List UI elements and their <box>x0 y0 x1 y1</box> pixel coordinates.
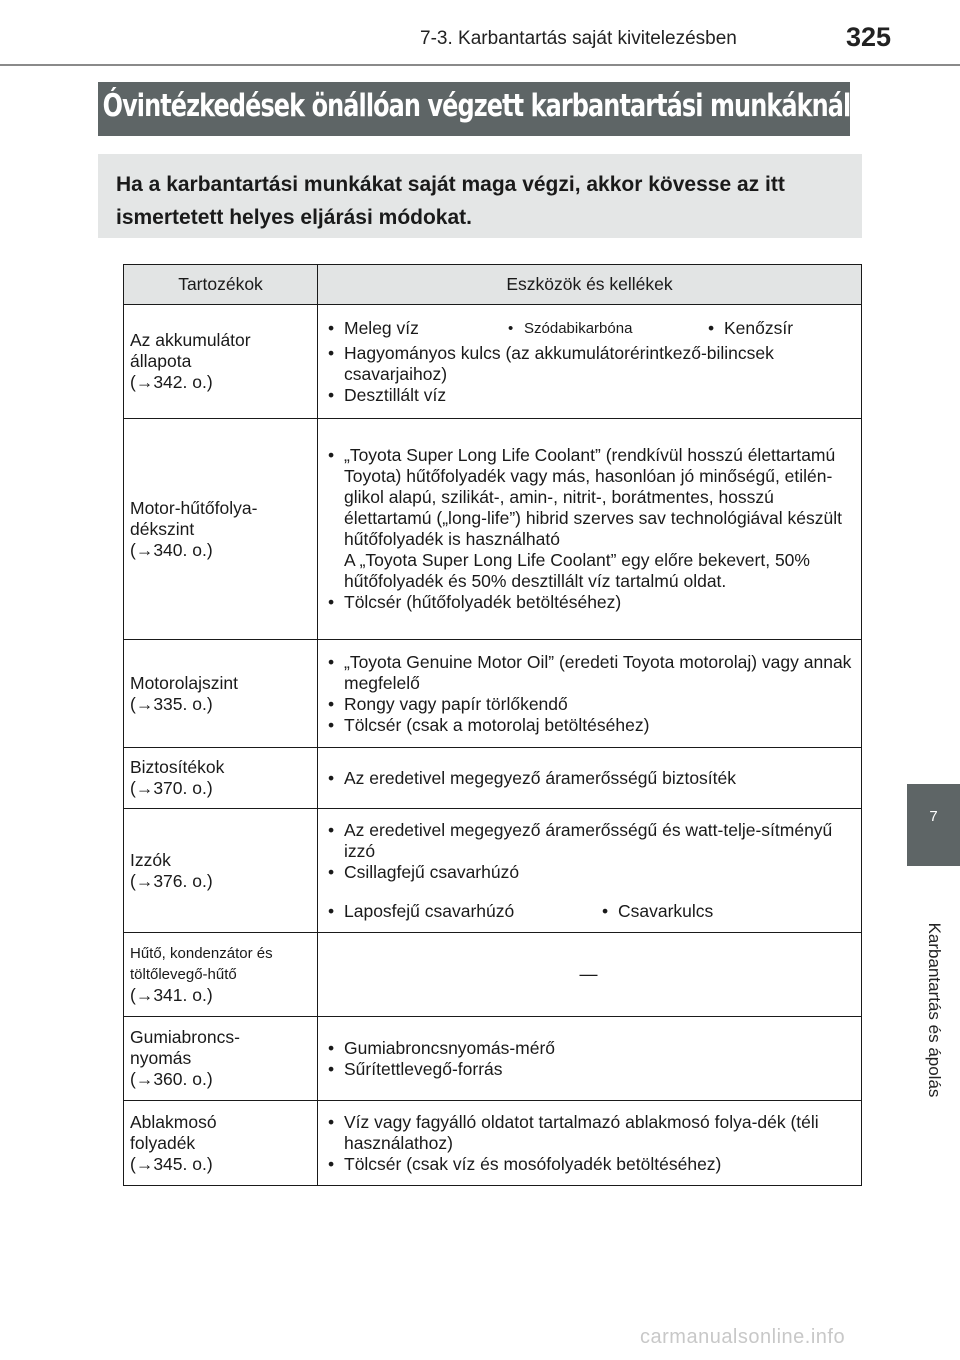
page-number: 325 <box>846 22 892 52</box>
tools-list <box>324 343 853 406</box>
tools-cell: — <box>318 933 862 1017</box>
item-ref: (→360. o.) <box>130 1069 213 1089</box>
tools-cell <box>318 1101 862 1186</box>
table-header-row <box>124 265 862 305</box>
tools-list <box>324 820 853 883</box>
item-cell <box>124 305 318 419</box>
tool-item: • Sűrítettlevegő-forrás <box>324 1059 853 1080</box>
section-title: Óvintézkedések önállóan végzett karbantartási munkáknál <box>98 82 850 136</box>
item-cell <box>124 419 318 640</box>
tools-cell <box>318 419 862 640</box>
tool-item: • Meleg víz <box>324 318 504 339</box>
running-head: 7-3. Karbantartás saját kivitelezésben <box>420 28 737 49</box>
tool-item: • Az eredetivel megegyező áramerősségű biztosíték <box>324 768 853 789</box>
item-line: dékszint <box>130 518 195 539</box>
tool-item: • Gumiabroncsnyomás-mérő <box>324 1038 853 1059</box>
table-row <box>124 809 862 933</box>
header-accessories: Tartozékok <box>124 265 318 305</box>
tools-list <box>324 1038 853 1080</box>
tools-list <box>324 445 853 613</box>
table-row <box>124 1101 862 1186</box>
table-row <box>124 640 862 748</box>
tool-item: • Az eredetivel megegyező áramerősségű és watt-telje-sítményű izzó <box>324 820 853 862</box>
tools-cell <box>318 305 862 419</box>
header-rule <box>0 64 960 66</box>
item-line: Hűtő, kondenzátor és <box>130 945 273 962</box>
intro-box: Ha a karbantartási munkákat saját maga végzi, akkor kövesse az itt ismertetett helyes eljárási módokat. <box>98 154 862 238</box>
tool-item: • Tölcsér (hűtőfolyadék betöltéséhez) <box>324 592 853 613</box>
item-line: Gumiabroncs- <box>130 1027 240 1047</box>
maintenance-table <box>123 264 862 1186</box>
item-line: Ablakmosó <box>130 1111 217 1132</box>
tool-item: • Szódabikarbóna <box>504 318 704 339</box>
tool-item: • Tölcsér (csak a motorolaj betöltéséhez) <box>324 715 853 736</box>
tools-list <box>324 1112 853 1175</box>
item-cell <box>124 1101 318 1186</box>
tool-text: „Toyota Super Long Life Coolant” (rendkívül hosszú élettartamú Toyota) hűtőfolyadék vagy más, hasonlóan jó minőségű, etilén-glikol alapú, szilikát-, amin-, nitrit-, borátmentes, hosszú élettartamú („long-life”) hibrid szerves sav technológiával készült hűtőfolyadék is használható <box>344 445 842 549</box>
item-cell <box>124 1017 318 1101</box>
tool-item: • „Toyota Genuine Motor Oil” (eredeti Toyota motorolaj) vagy annak megfelelő <box>324 652 853 694</box>
tool-item: • Csavarkulcs <box>598 901 713 922</box>
table-row <box>124 1017 862 1101</box>
item-line: Motor-hűtőfolya- <box>130 497 258 518</box>
item-line: Biztosítékok <box>130 757 225 777</box>
item-line: folyadék <box>130 1132 196 1153</box>
item-cell <box>124 933 318 1017</box>
item-line: Izzók <box>130 849 171 870</box>
table-row <box>124 933 862 1017</box>
tool-item: • Hagyományos kulcs (az akkumulátorérintkező-bilincsek csavarjaihoz) <box>324 343 853 385</box>
header-tools: Eszközök és kellékek <box>318 265 862 305</box>
tool-item: • Tölcsér (csak víz és mosófolyadék betöltéséhez) <box>324 1154 853 1175</box>
tools-cell <box>318 1017 862 1101</box>
tool-item: • Víz vagy fagyálló oldatot tartalmazó ablakmosó folya-dék (téli használathoz) <box>324 1112 853 1154</box>
item-cell <box>124 640 318 748</box>
item-line: állapota <box>130 351 192 371</box>
tools-inline-list <box>324 901 853 922</box>
tool-item: • Laposfejű csavarhúzó <box>324 901 598 922</box>
tools-cell <box>318 748 862 809</box>
tools-inline-list <box>324 318 853 339</box>
item-ref: (→335. o.) <box>130 693 213 714</box>
tool-item: • Kenőzsír <box>704 318 793 339</box>
tool-item: • Desztillált víz <box>324 385 853 406</box>
tool-item: • Rongy vagy papír törlőkendő <box>324 694 853 715</box>
chapter-label: Karbantartás és ápolás <box>925 922 944 1098</box>
item-line: Motorolajszint <box>130 672 238 693</box>
item-line: Az akkumulátor <box>130 330 251 350</box>
item-ref: (→341. o.) <box>130 985 213 1005</box>
item-cell <box>124 748 318 809</box>
chapter-tab: 7 <box>907 784 960 866</box>
item-cell <box>124 809 318 933</box>
item-line: nyomás <box>130 1048 192 1068</box>
table-row <box>124 748 862 809</box>
tool-item <box>324 445 853 592</box>
item-ref: (→340. o.) <box>130 539 213 560</box>
table-row <box>124 419 862 640</box>
tools-list <box>324 652 853 736</box>
item-ref: (→345. o.) <box>130 1153 213 1174</box>
item-ref: (→376. o.) <box>130 870 213 891</box>
item-ref: (→370. o.) <box>130 778 213 798</box>
tool-item: • Csillagfejű csavarhúzó <box>324 862 853 883</box>
tools-cell <box>318 640 862 748</box>
tools-cell <box>318 809 862 933</box>
item-ref: (→342. o.) <box>130 372 213 392</box>
tools-list <box>324 768 853 789</box>
table-row <box>124 305 862 419</box>
tool-note: A „Toyota Super Long Life Coolant” egy előre bekevert, 50% hűtőfolyadék és 50% desztillált víz tartalmú oldat. <box>344 550 810 591</box>
watermark: carmanualsonline.info <box>640 1326 846 1348</box>
item-line: töltőlevegő-hűtő <box>130 966 237 983</box>
